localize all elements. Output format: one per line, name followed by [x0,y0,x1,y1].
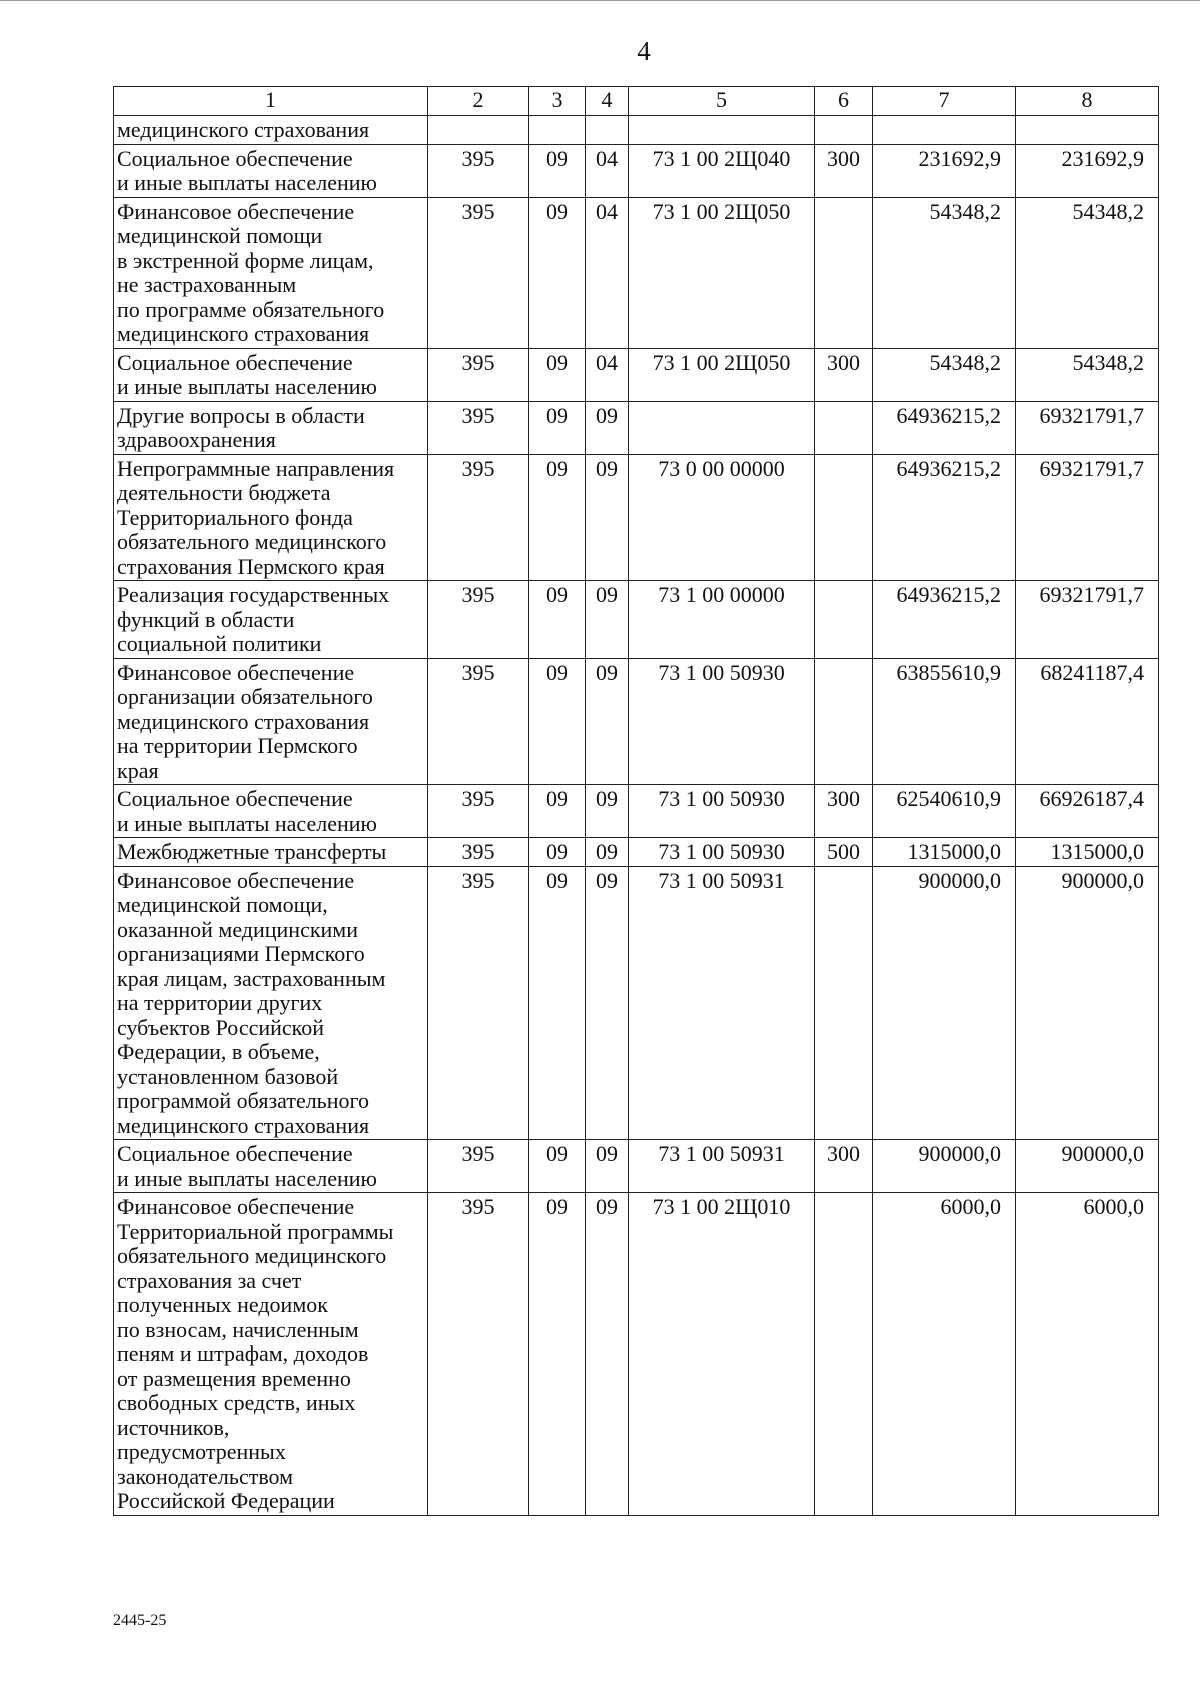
subsection-cell: 09 [586,838,629,867]
code-admin-cell: 395 [428,581,529,659]
subsection-cell: 09 [586,1193,629,1516]
row-name-cell: Финансовое обеспечение Территориальной программы обязательного медицинского страхования за счет полученных недоимок по взносам, начисленным пеням и штрафам, доходов от размещения временно свободных средств, иных источников, предусмотренных законодательством Российской Федерации [114,1193,428,1516]
target-article-cell: 73 1 00 2Щ040 [629,144,815,197]
code-admin-cell: 395 [428,197,529,348]
section-cell: 09 [529,1193,586,1516]
column-header-5: 5 [629,87,815,116]
column-header-3: 3 [529,87,586,116]
table-row [114,116,1159,145]
code-admin-cell: 395 [428,1140,529,1193]
target-article-cell: 73 0 00 00000 [629,454,815,581]
target-article-cell [629,116,815,145]
row-name-cell: Непрограммные направления деятельности бюджета Территориального фонда обязательного медицинского страхования Пермского края [114,454,428,581]
target-article-cell: 73 1 00 50931 [629,866,815,1140]
row-name-cell: Финансовое обеспечение организации обязательного медицинского страхования на территории Пермского края [114,658,428,785]
column-header-2: 2 [428,87,529,116]
target-article-cell [629,401,815,454]
section-cell: 09 [529,581,586,659]
row-name-cell: Межбюджетные трансферты [114,838,428,867]
subsection-cell: 09 [586,1140,629,1193]
subsection-cell: 09 [586,866,629,1140]
amount-year2-cell: 68241187,4 [1016,658,1159,785]
amount-year1-cell: 6000,0 [873,1193,1016,1516]
budget-table [113,86,1159,1516]
amount-year2-cell: 900000,0 [1016,1140,1159,1193]
expense-type-cell [815,866,873,1140]
code-admin-cell: 395 [428,658,529,785]
section-cell: 09 [529,454,586,581]
expense-type-cell: 300 [815,1140,873,1193]
amount-year2-cell: 54348,2 [1016,197,1159,348]
page-number: 4 [637,36,651,66]
amount-year2-cell [1016,116,1159,145]
target-article-cell: 73 1 00 2Щ050 [629,197,815,348]
amount-year2-cell: 54348,2 [1016,348,1159,401]
expense-type-cell [815,454,873,581]
table-row [114,454,1159,581]
table-row [114,838,1159,867]
column-header-6: 6 [815,87,873,116]
amount-year2-cell: 69321791,7 [1016,581,1159,659]
amount-year1-cell: 64936215,2 [873,454,1016,581]
table-row [114,197,1159,348]
amount-year2-cell: 6000,0 [1016,1193,1159,1516]
table-row [114,785,1159,838]
amount-year1-cell: 54348,2 [873,197,1016,348]
row-name-cell: Социальное обеспечение и иные выплаты населению [114,785,428,838]
expense-type-cell [815,581,873,659]
target-article-cell: 73 1 00 2Щ050 [629,348,815,401]
section-cell: 09 [529,348,586,401]
column-header-8: 8 [1016,87,1159,116]
table-row [114,1140,1159,1193]
amount-year1-cell: 1315000,0 [873,838,1016,867]
section-cell: 09 [529,866,586,1140]
subsection-cell [586,116,629,145]
target-article-cell: 73 1 00 50931 [629,1140,815,1193]
expense-type-cell: 300 [815,144,873,197]
row-name-cell: медицинского страхования [114,116,428,145]
section-cell: 09 [529,197,586,348]
amount-year2-cell: 1315000,0 [1016,838,1159,867]
amount-year1-cell: 63855610,9 [873,658,1016,785]
scan-edge-line [0,0,1200,1]
code-admin-cell [428,116,529,145]
row-name-cell: Другие вопросы в области здравоохранения [114,401,428,454]
expense-type-cell [815,197,873,348]
subsection-cell: 09 [586,454,629,581]
code-admin-cell: 395 [428,1193,529,1516]
code-admin-cell: 395 [428,454,529,581]
expense-type-cell [815,116,873,145]
section-cell: 09 [529,658,586,785]
expense-type-cell [815,401,873,454]
target-article-cell: 73 1 00 50930 [629,838,815,867]
table-row [114,658,1159,785]
amount-year2-cell: 900000,0 [1016,866,1159,1140]
table-row [114,144,1159,197]
amount-year1-cell: 64936215,2 [873,401,1016,454]
amount-year2-cell: 66926187,4 [1016,785,1159,838]
code-admin-cell: 395 [428,866,529,1140]
amount-year1-cell: 62540610,9 [873,785,1016,838]
section-cell: 09 [529,401,586,454]
subsection-cell: 09 [586,785,629,838]
code-admin-cell: 395 [428,838,529,867]
column-header-7: 7 [873,87,1016,116]
amount-year2-cell: 69321791,7 [1016,401,1159,454]
code-admin-cell: 395 [428,348,529,401]
amount-year2-cell: 69321791,7 [1016,454,1159,581]
table-row [114,581,1159,659]
expense-type-cell: 500 [815,838,873,867]
row-name-cell: Социальное обеспечение и иные выплаты населению [114,348,428,401]
row-name-cell: Финансовое обеспечение медицинской помощи в экстренной форме лицам, не застрахованным по программе обязательного медицинского страхования [114,197,428,348]
column-header-1: 1 [114,87,428,116]
expense-type-cell [815,658,873,785]
amount-year1-cell: 900000,0 [873,1140,1016,1193]
amount-year1-cell [873,116,1016,145]
table-row [114,866,1159,1140]
section-cell: 09 [529,838,586,867]
amount-year1-cell: 231692,9 [873,144,1016,197]
table-row [114,1193,1159,1516]
subsection-cell: 04 [586,144,629,197]
subsection-cell: 09 [586,401,629,454]
code-admin-cell: 395 [428,144,529,197]
subsection-cell: 09 [586,581,629,659]
target-article-cell: 73 1 00 2Щ010 [629,1193,815,1516]
section-cell: 09 [529,144,586,197]
amount-year1-cell: 54348,2 [873,348,1016,401]
amount-year2-cell: 231692,9 [1016,144,1159,197]
expense-type-cell [815,1193,873,1516]
table-row [114,348,1159,401]
subsection-cell: 04 [586,348,629,401]
column-header-4: 4 [586,87,629,116]
amount-year1-cell: 64936215,2 [873,581,1016,659]
section-cell: 09 [529,1140,586,1193]
expense-type-cell: 300 [815,785,873,838]
table-row [114,401,1159,454]
table-body [114,87,1159,1516]
target-article-cell: 73 1 00 00000 [629,581,815,659]
row-name-cell: Реализация государственных функций в области социальной политики [114,581,428,659]
row-name-cell: Финансовое обеспечение медицинской помощи, оказанной медицинскими организациями Пермского края лицам, застрахованным на территории других субъектов Российской Федерации, в объеме, установленном базовой программой обязательного медицинского страхования [114,866,428,1140]
code-admin-cell: 395 [428,401,529,454]
target-article-cell: 73 1 00 50930 [629,785,815,838]
subsection-cell: 04 [586,197,629,348]
subsection-cell: 09 [586,658,629,785]
amount-year1-cell: 900000,0 [873,866,1016,1140]
section-cell: 09 [529,785,586,838]
expense-type-cell: 300 [815,348,873,401]
row-name-cell: Социальное обеспечение и иные выплаты населению [114,1140,428,1193]
code-admin-cell: 395 [428,785,529,838]
document-code: 2445-25 [113,1612,167,1629]
section-cell [529,116,586,145]
target-article-cell: 73 1 00 50930 [629,658,815,785]
table-header-row [114,87,1159,116]
row-name-cell: Социальное обеспечение и иные выплаты населению [114,144,428,197]
